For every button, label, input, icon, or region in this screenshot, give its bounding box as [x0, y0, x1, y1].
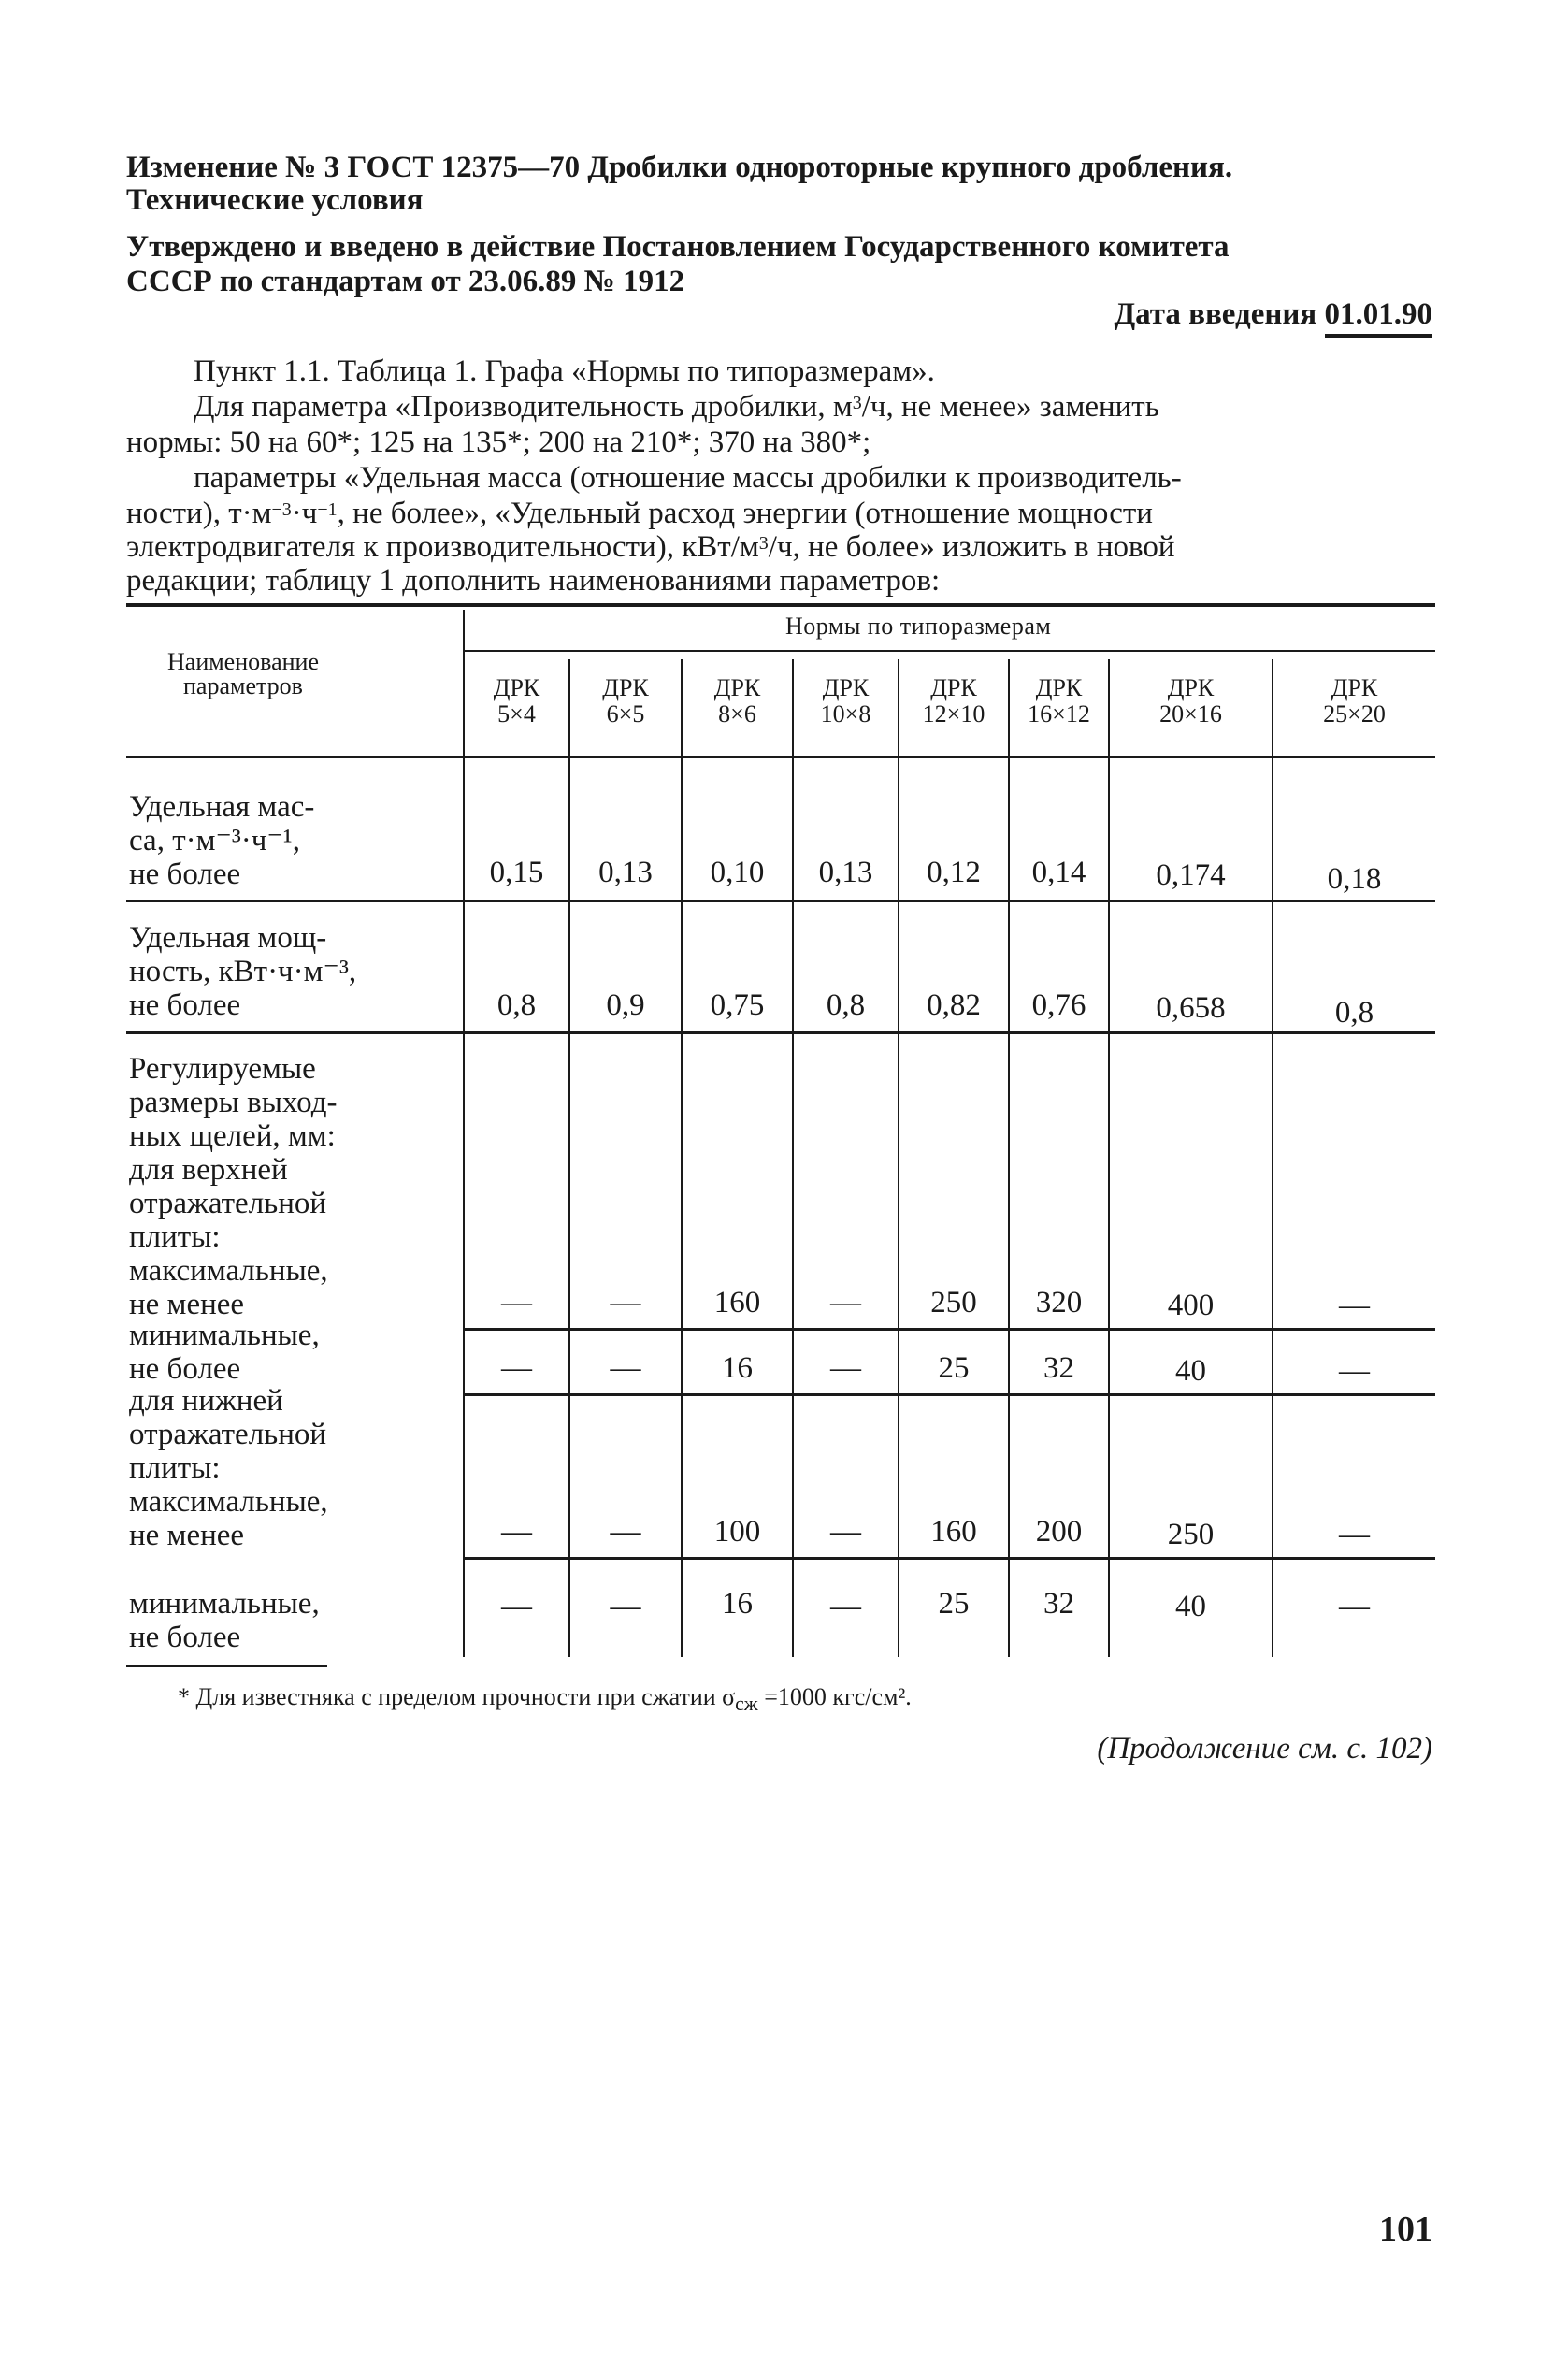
table-cell: 25 — [938, 1587, 970, 1621]
table-cell: 40 — [1175, 1590, 1206, 1623]
row-rule — [126, 1031, 1435, 1034]
table-cell: 160 — [930, 1515, 977, 1549]
footnote: * Для известняка с пределом прочности при сжатии $\sigma_{сж} =1000$ кгс/см². — [178, 1683, 912, 1716]
table-cell: — — [610, 1286, 641, 1319]
table-cell: — — [830, 1590, 861, 1623]
table-cell: — — [501, 1590, 532, 1623]
page-number: 101 — [1379, 2210, 1432, 2249]
change-title-line1: Изменение № 3 ГОСТ 12375—70 Дробилки однороторные крупного дробления. — [126, 151, 1233, 184]
approval-line2: СССР по стандартам от 23.06.89 № 1912 — [126, 265, 685, 298]
table-cell: 0,76 — [1031, 988, 1086, 1022]
table-cell: — — [1339, 1518, 1370, 1551]
column-header-drk-25x20: ДРК 25×20 — [1323, 674, 1386, 728]
change-title-line2: Технические условия — [126, 183, 424, 217]
table-cell: 250 — [930, 1286, 977, 1319]
table-cell: 0,13 — [598, 856, 653, 889]
table-cell: — — [501, 1286, 532, 1319]
table-cell: 0,82 — [927, 988, 981, 1022]
column-header-drk-6x5: ДРК 6×5 — [602, 674, 649, 728]
table-cell: 0,10 — [710, 856, 765, 889]
effective-date-value: 01.01.90 — [1325, 297, 1433, 338]
table-cell: 0,14 — [1031, 856, 1086, 889]
param-specific-mass: Удельная мас- са, т·м⁻³·ч⁻¹, не более — [129, 790, 315, 891]
table-cell: 0,174 — [1156, 858, 1226, 892]
table-cell: 250 — [1167, 1518, 1215, 1551]
row-rule — [463, 1557, 1435, 1560]
table-cell: — — [1339, 1289, 1370, 1322]
row-rule — [126, 900, 1435, 902]
col-divider — [792, 659, 794, 1657]
column-header-drk-16x12: ДРК 16×12 — [1028, 674, 1090, 728]
row-rule — [463, 1328, 1435, 1331]
norms-header-rule — [465, 650, 1435, 652]
norms-header: Нормы по типоразмерам — [785, 613, 1052, 640]
table-cell: — — [830, 1515, 861, 1549]
column-header-drk-20x16: ДРК 20×16 — [1159, 674, 1222, 728]
parameter-name-header: Наименование параметров — [167, 648, 319, 699]
table-cell: — — [610, 1515, 641, 1549]
table-cell: 16 — [722, 1587, 753, 1621]
row-rule — [463, 1393, 1435, 1396]
paragraph-2-line2: нормы: 50 на 60*; 125 на 135*; 200 на 210*; 370 на 380*; — [126, 425, 871, 459]
table-cell: 100 — [713, 1515, 761, 1549]
column-header-drk-12x10: ДРК 12×10 — [922, 674, 985, 728]
table-cell: 160 — [713, 1286, 761, 1319]
paragraph-3-line4: редакции; таблицу 1 дополнить наименованиями параметров: — [126, 564, 941, 598]
table-cell: — — [1339, 1354, 1370, 1388]
paragraph-2-line1: Для параметра «Производительность дробилки, $м^3/ч$, не менее» заменить — [194, 390, 1159, 424]
col-divider — [1272, 659, 1273, 1657]
footnote-rule — [126, 1665, 327, 1667]
table-cell: 32 — [1043, 1587, 1074, 1621]
table-cell: 0,15 — [489, 856, 544, 889]
paragraph-3-line3: электродвигателя к производительности), кВт/$м^3/ч$, не более» изложить в новой — [126, 530, 1175, 564]
column-header-drk-8x6: ДРК 8×6 — [713, 674, 761, 728]
table-cell: 0,18 — [1327, 862, 1382, 896]
paragraph-3-line2: ности), $т\cdot м^{-3}\cdot ч^{-1}$, не более», «Удельный расход энергии (отношение мощности — [126, 497, 1153, 530]
col-divider — [568, 659, 570, 1657]
table-cell: 0,12 — [927, 856, 981, 889]
table-cell: — — [830, 1286, 861, 1319]
table-cell: — — [610, 1351, 641, 1385]
param-specific-power: Удельная мощ- ность, кВт·ч·м⁻³, не более — [129, 921, 357, 1022]
col-divider — [1008, 659, 1010, 1657]
table-cell: 400 — [1167, 1289, 1215, 1322]
table-cell: 0,8 — [496, 988, 537, 1022]
column-header-drk-10x8: ДРК 10×8 — [820, 674, 871, 728]
table-cell: — — [501, 1515, 532, 1549]
paragraph-1: Пункт 1.1. Таблица 1. Графа «Нормы по типоразмерам». — [194, 354, 935, 388]
table-cell: 0,658 — [1156, 991, 1226, 1025]
table-cell: — — [1339, 1590, 1370, 1623]
param-lower-plate-max: для нижней отражательной плиты: максимальные, не менее — [129, 1384, 328, 1552]
param-upper-plate-min: минимальные, не более — [129, 1319, 320, 1386]
param-lower-plate-min: минимальные, не более — [129, 1587, 320, 1654]
table-cell: 25 — [938, 1351, 970, 1385]
col-divider — [1108, 659, 1110, 1657]
header-bottom-rule — [126, 756, 1435, 758]
table-cell: 0,8 — [1334, 996, 1374, 1030]
table-cell: 0,8 — [826, 988, 866, 1022]
table-cell: 320 — [1035, 1286, 1083, 1319]
table-cell: 16 — [722, 1351, 753, 1385]
table-cell: 200 — [1035, 1515, 1083, 1549]
table-cell: 0,13 — [818, 856, 873, 889]
table-cell: — — [610, 1590, 641, 1623]
effective-date — [1114, 297, 1432, 338]
effective-date-label: Дата введения — [1114, 297, 1317, 331]
col-divider — [898, 659, 899, 1657]
table-cell: — — [501, 1351, 532, 1385]
column-header-drk-5x4: ДРК 5×4 — [493, 674, 540, 728]
col-divider — [681, 659, 683, 1657]
col-divider — [463, 610, 465, 1657]
continuation-note: (Продолжение см. с. 102) — [1097, 1732, 1432, 1766]
table-top-rule — [126, 603, 1435, 607]
table-cell: 0,9 — [606, 988, 645, 1022]
approval-line1: Утверждено и введено в действие Постановлением Государственного комитета — [126, 230, 1230, 264]
table-cell: 32 — [1043, 1351, 1074, 1385]
table-cell: 40 — [1175, 1354, 1206, 1388]
table-cell: — — [830, 1351, 861, 1385]
param-upper-plate-max: Регулируемые размеры выход- ных щелей, мм: для верхней отражательной плиты: максимальные, не менее — [129, 1052, 338, 1321]
paragraph-3-line1: параметры «Удельная масса (отношение массы дробилки к производитель- — [194, 461, 1182, 495]
table-cell: 0,75 — [710, 988, 765, 1022]
